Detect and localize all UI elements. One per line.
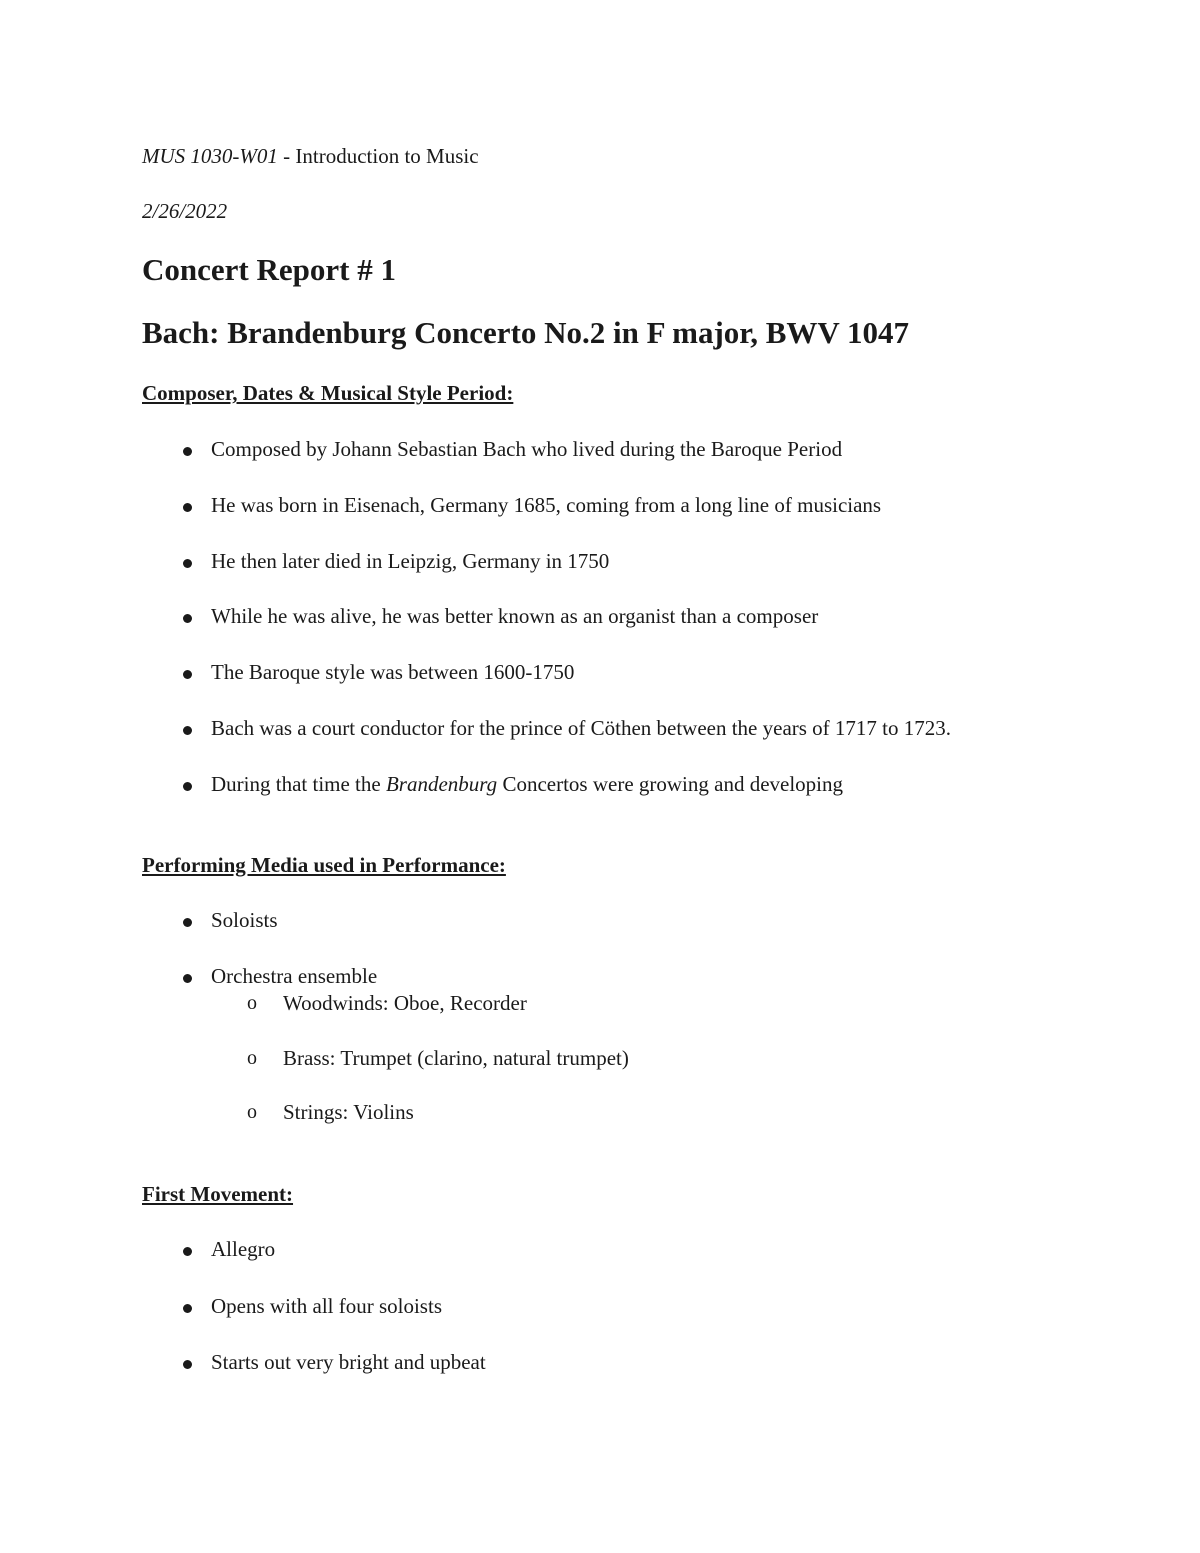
section-heading-media: Performing Media used in Performance: xyxy=(142,853,506,877)
course-line xyxy=(142,143,479,169)
bullet-icon xyxy=(183,614,192,623)
report-date: 2/26/2022 xyxy=(142,199,228,223)
bullet-icon xyxy=(183,670,192,679)
circle-bullet-icon: o xyxy=(247,992,257,1014)
list-item-text: He was born in Eisenach, Germany 1685, coming from a long line of musicians xyxy=(211,493,882,517)
list-item-text: Opens with all four soloists xyxy=(211,1294,442,1318)
circle-bullet-icon: o xyxy=(247,1101,257,1123)
course-name: - Introduction to Music xyxy=(277,144,479,168)
list-item-text-after: Concertos were growing and developing xyxy=(497,772,844,796)
bullet-icon xyxy=(183,918,192,927)
list-item-text-before: During that time the xyxy=(211,772,386,796)
list-item-text: Starts out very bright and upbeat xyxy=(211,1350,486,1374)
section-heading-first-movement: First Movement: xyxy=(142,1182,294,1206)
list-item-text: He then later died in Leipzig, Germany in 1750 xyxy=(211,549,610,573)
report-title: Concert Report # 1 xyxy=(142,252,396,287)
list-item-text xyxy=(211,771,843,797)
bullet-icon xyxy=(183,1304,192,1313)
list-item-text: Orchestra ensemble xyxy=(211,964,378,988)
circle-bullet-icon: o xyxy=(247,1047,257,1069)
bullet-icon xyxy=(183,503,192,512)
list-item-text: Bach was a court conductor for the prince of Cöthen between the years of 1717 to 1723. xyxy=(211,716,952,740)
sub-list-item-text: Brass: Trumpet (clarino, natural trumpet) xyxy=(283,1046,629,1070)
list-item-text: While he was alive, he was better known as an organist than a composer xyxy=(211,604,819,628)
course-code: MUS 1030-W01 xyxy=(142,144,278,168)
list-item-text: The Baroque style was between 1600-1750 xyxy=(211,660,575,684)
section-heading-composer: Composer, Dates & Musical Style Period: xyxy=(142,381,514,405)
bullet-icon xyxy=(183,447,192,456)
list-item-text: Soloists xyxy=(211,908,278,932)
piece-title: Bach: Brandenburg Concerto No.2 in F major, BWV 1047 xyxy=(142,315,909,350)
bullet-icon xyxy=(183,782,192,791)
bullet-icon xyxy=(183,1247,192,1256)
sub-list-item-text: Woodwinds: Oboe, Recorder xyxy=(283,991,527,1015)
list-item-text: Composed by Johann Sebastian Bach who lived during the Baroque Period xyxy=(211,437,843,461)
bullet-icon xyxy=(183,559,192,568)
list-item-text: Allegro xyxy=(211,1237,276,1261)
sub-list-item-text: Strings: Violins xyxy=(283,1100,414,1124)
bullet-icon xyxy=(183,726,192,735)
bullet-icon xyxy=(183,974,192,983)
bullet-icon xyxy=(183,1360,192,1369)
list-item-text-italic: Brandenburg xyxy=(385,772,498,796)
